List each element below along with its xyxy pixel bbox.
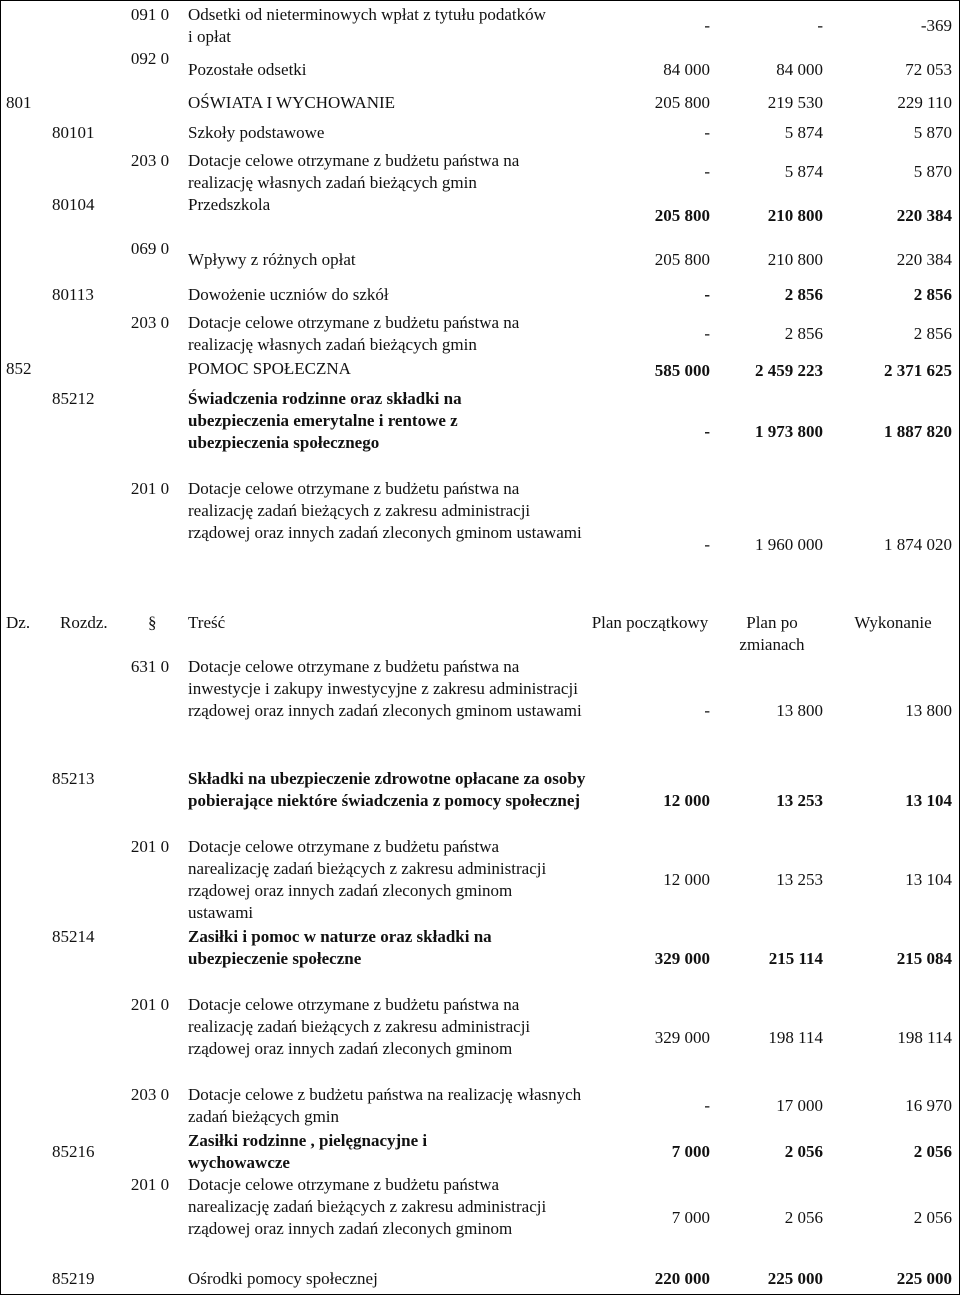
description: Wpływy z różnych opłat [188, 250, 356, 269]
execution: 5 870 [913, 123, 952, 142]
top-rule [0, 0, 960, 1]
chapter-code: 85212 [52, 389, 95, 408]
plan-changed: 13 253 [776, 870, 823, 889]
plan-changed: 17 000 [776, 1096, 823, 1115]
plan-initial: 329 000 [654, 949, 710, 968]
description: Szkoły podstawowe [188, 123, 325, 142]
plan-initial: 12 000 [663, 870, 710, 889]
execution: 2 856 [913, 324, 952, 343]
description: Odsetki od nieterminowych wpłat z tytułu podatków i opłat [188, 5, 546, 46]
description: Dotacje celowe otrzymane z budżetu państwa na realizację zadań bieżących z zakresu administracji rządowej oraz innych zadań zleconych gminom [188, 995, 531, 1058]
plan-initial: 585 000 [654, 361, 710, 380]
chapter-code: 80113 [52, 285, 94, 304]
plan-initial: 329 000 [654, 1028, 710, 1047]
plan-initial: - [704, 422, 710, 441]
section-code: 852 [6, 359, 32, 378]
plan-changed: 210 800 [767, 250, 823, 269]
plan-initial: - [704, 16, 710, 35]
description: Świadczenia rodzinne oraz składki na ubezpieczenia emerytalne i rentowe z ubezpieczenia społecznego [188, 389, 462, 452]
description: Ośrodki pomocy społecznej [188, 1269, 378, 1288]
header-dz: Dz. [6, 613, 31, 632]
header-plan-initial: Plan początkowy [591, 613, 709, 632]
description: POMOC SPOŁECZNA [188, 359, 351, 378]
plan-changed: 1 960 000 [755, 535, 823, 554]
paragraph-code: 203 0 [130, 151, 170, 170]
plan-changed: 2 459 223 [755, 361, 823, 380]
plan-changed: 2 056 [784, 1208, 823, 1227]
plan-changed: 1 973 800 [755, 422, 823, 441]
description: Dotacje celowe otrzymane z budżetu państwa na realizację własnych zadań bieżących gmin [188, 313, 520, 354]
description: Przedszkola [188, 195, 271, 214]
plan-changed: 5 874 [784, 162, 823, 181]
description: Dotacje celowe otrzymane z budżetu państwa narealizację zadań bieżących z zakresu administracji rządowej oraz innych zadań zleconych gminom ustawami [188, 837, 547, 922]
paragraph-code: 201 0 [130, 479, 170, 498]
plan-initial: - [704, 535, 710, 554]
execution: 2 056 [913, 1208, 952, 1227]
paragraph-code: 069 0 [130, 239, 170, 258]
plan-changed: 225 000 [767, 1269, 823, 1288]
description: Dowożenie uczniów do szkół [188, 285, 389, 304]
plan-changed: 198 114 [768, 1028, 823, 1047]
chapter-code: 85216 [52, 1142, 95, 1161]
plan-initial: - [704, 701, 710, 720]
description: Dotacje celowe z budżetu państwa na realizację własnych zadań bieżących gmin [188, 1085, 582, 1126]
plan-initial: 7 000 [671, 1142, 710, 1161]
plan-changed: 84 000 [776, 60, 823, 79]
plan-changed: 215 114 [768, 949, 823, 968]
plan-initial: - [704, 324, 710, 343]
description: OŚWIATA I WYCHOWANIE [188, 93, 396, 112]
execution: 13 104 [905, 791, 952, 810]
execution: 229 110 [897, 93, 952, 112]
header-execution: Wykonanie [854, 613, 932, 632]
left-rule [0, 0, 1, 1295]
header-tresc: Treść [188, 613, 226, 632]
chapter-code: 85214 [52, 927, 95, 946]
execution: 2 056 [913, 1142, 952, 1161]
plan-initial: 84 000 [663, 60, 710, 79]
execution: 220 384 [896, 206, 952, 225]
execution: 2 371 625 [884, 361, 952, 380]
plan-changed: 2 056 [784, 1142, 823, 1161]
plan-changed: - [817, 16, 823, 35]
plan-initial: - [704, 285, 710, 304]
plan-changed: 2 856 [784, 285, 823, 304]
section-code: 801 [6, 93, 32, 112]
plan-changed: 5 874 [784, 123, 823, 142]
paragraph-code: 201 0 [130, 837, 170, 856]
execution: 72 053 [905, 60, 952, 79]
description: Dotacje celowe otrzymane z budżetu państwa narealizację zadań bieżących z zakresu administracji rządowej oraz innych zadań zleconych gminom [188, 1175, 547, 1238]
paragraph-code: 203 0 [130, 313, 170, 332]
header-paragraph: § [148, 613, 157, 632]
plan-initial: - [704, 123, 710, 142]
plan-changed: 2 856 [784, 324, 823, 343]
header-rozdz: Rozdz. [60, 613, 108, 632]
description: Dotacje celowe otrzymane z budżetu państwa na inwestycje i zakupy inwestycyjne z zakresu administracji rządowej oraz innych zadań zleconych gminom ustawami [188, 657, 582, 720]
description: Dotacje celowe otrzymane z budżetu państwa na realizację własnych zadań bieżących gmin [188, 151, 520, 192]
paragraph-code: 091 0 [130, 5, 170, 24]
plan-changed: 210 800 [767, 206, 823, 225]
execution: 215 084 [896, 949, 952, 968]
paragraph-code: 201 0 [130, 1175, 170, 1194]
plan-initial: 220 000 [654, 1269, 710, 1288]
execution: 13 104 [905, 870, 952, 889]
execution: -369 [920, 16, 952, 35]
description: Pozostałe odsetki [188, 60, 307, 79]
plan-initial: 205 800 [654, 206, 710, 225]
plan-changed: 13 800 [776, 701, 823, 720]
chapter-code: 85219 [52, 1269, 95, 1288]
execution: 1 874 020 [884, 535, 952, 554]
description: Składki na ubezpieczenie zdrowotne opłacane za osoby pobierające niektóre świadczenia z pomocy społecznej [188, 769, 586, 810]
paragraph-code: 203 0 [130, 1085, 170, 1104]
chapter-code: 80101 [52, 123, 95, 142]
plan-initial: 12 000 [663, 791, 710, 810]
plan-initial: 205 800 [654, 250, 710, 269]
execution: 220 384 [896, 250, 952, 269]
chapter-code: 85213 [52, 769, 95, 788]
paragraph-code: 201 0 [130, 995, 170, 1014]
paragraph-code: 092 0 [130, 49, 170, 68]
plan-initial: - [704, 162, 710, 181]
description: Zasiłki rodzinne , pielęgnacyjne i wychowawcze [188, 1131, 428, 1172]
plan-changed: 219 530 [767, 93, 823, 112]
execution: 5 870 [913, 162, 952, 181]
plan-initial: 7 000 [671, 1208, 710, 1227]
execution: 198 114 [897, 1028, 952, 1047]
plan-initial: 205 800 [654, 93, 710, 112]
description: Dotacje celowe otrzymane z budżetu państwa na realizację zadań bieżących z zakresu administracji rządowej oraz innych zadań zleconych gminom ustawami [188, 479, 582, 542]
execution: 16 970 [905, 1096, 952, 1115]
execution: 1 887 820 [884, 422, 952, 441]
chapter-code: 80104 [52, 195, 95, 214]
header-plan-changed: Plan po zmianach [739, 613, 805, 654]
plan-initial: - [704, 1096, 710, 1115]
description: Zasiłki i pomoc w naturze oraz składki na ubezpieczenie społeczne [188, 927, 492, 968]
plan-changed: 13 253 [776, 791, 823, 810]
execution: 225 000 [896, 1269, 952, 1288]
paragraph-code: 631 0 [130, 657, 170, 676]
execution: 2 856 [913, 285, 952, 304]
execution: 13 800 [905, 701, 952, 720]
